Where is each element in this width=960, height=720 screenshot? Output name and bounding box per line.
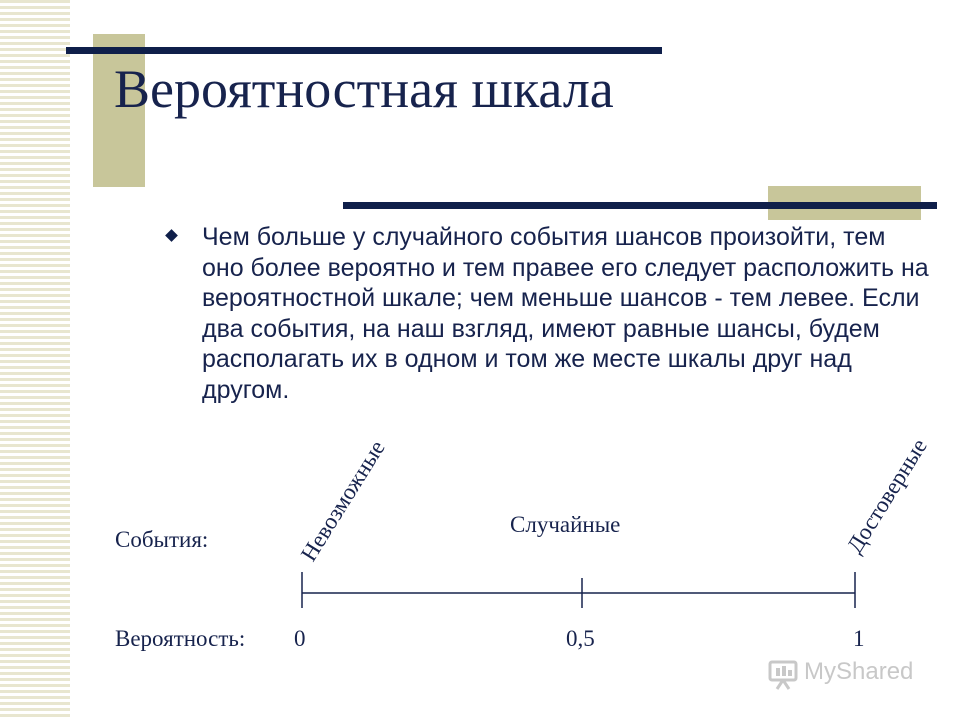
tick-label-1: 1 — [853, 626, 865, 651]
watermark-text: MyShared — [804, 658, 914, 685]
tick-label-mid: 0,5 — [566, 626, 595, 651]
probability-label: Вероятность: — [115, 626, 246, 651]
presentation-icon — [768, 660, 800, 690]
tick-label-0: 0 — [294, 626, 306, 651]
impossible-label: Невозможные — [295, 435, 390, 566]
random-label: Случайные — [510, 512, 621, 537]
slide-title: Вероятностная шкала — [114, 59, 614, 119]
bullet-text: Чем больше у случайного события шансов произойти, тем оно более вероятно и тем правее его следует расположить на вероятностной шкале; чем меньше шансов - тем левее. Если два события, на наш взгляд, имеют равные шансы, будем располагать их в одном и том же месте шкалы друг над другом. — [202, 223, 929, 404]
certain-label: Достоверные — [841, 434, 932, 558]
events-label: События: — [115, 527, 209, 552]
